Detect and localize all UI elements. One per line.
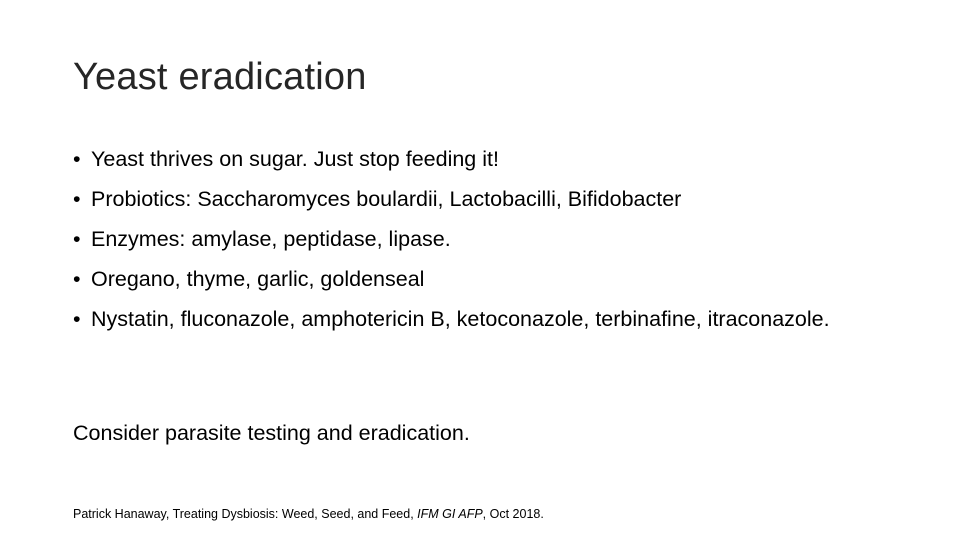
slide-title: Yeast eradication xyxy=(73,56,367,98)
bullet-text: Yeast thrives on sugar. Just stop feeding it! xyxy=(91,147,499,171)
bullet-list xyxy=(73,146,873,346)
list-item xyxy=(73,226,873,253)
bullet-icon: • xyxy=(73,187,81,211)
bullet-icon: • xyxy=(73,307,81,331)
bullet-icon: • xyxy=(73,267,81,291)
citation-suffix: , Oct 2018. xyxy=(482,507,544,521)
citation-prefix: Patrick Hanaway, Treating Dysbiosis: Weed, Seed, and Feed, xyxy=(73,507,418,521)
list-item xyxy=(73,146,873,173)
bullet-text: Nystatin, fluconazole, amphotericin B, ketoconazole, terbinafine, itraconazole. xyxy=(91,307,830,331)
citation xyxy=(73,506,544,522)
bullet-text: Probiotics: Saccharomyces boulardii, Lactobacilli, Bifidobacter xyxy=(91,187,682,211)
list-item xyxy=(73,186,873,213)
list-item xyxy=(73,306,873,333)
list-item xyxy=(73,266,873,293)
consider-note: Consider parasite testing and eradication. xyxy=(73,421,470,445)
citation-journal: IFM GI AFP xyxy=(417,507,483,521)
bullet-icon: • xyxy=(73,147,81,171)
bullet-text: Oregano, thyme, garlic, goldenseal xyxy=(91,267,425,291)
bullet-text: Enzymes: amylase, peptidase, lipase. xyxy=(91,227,451,251)
bullet-icon: • xyxy=(73,227,81,251)
